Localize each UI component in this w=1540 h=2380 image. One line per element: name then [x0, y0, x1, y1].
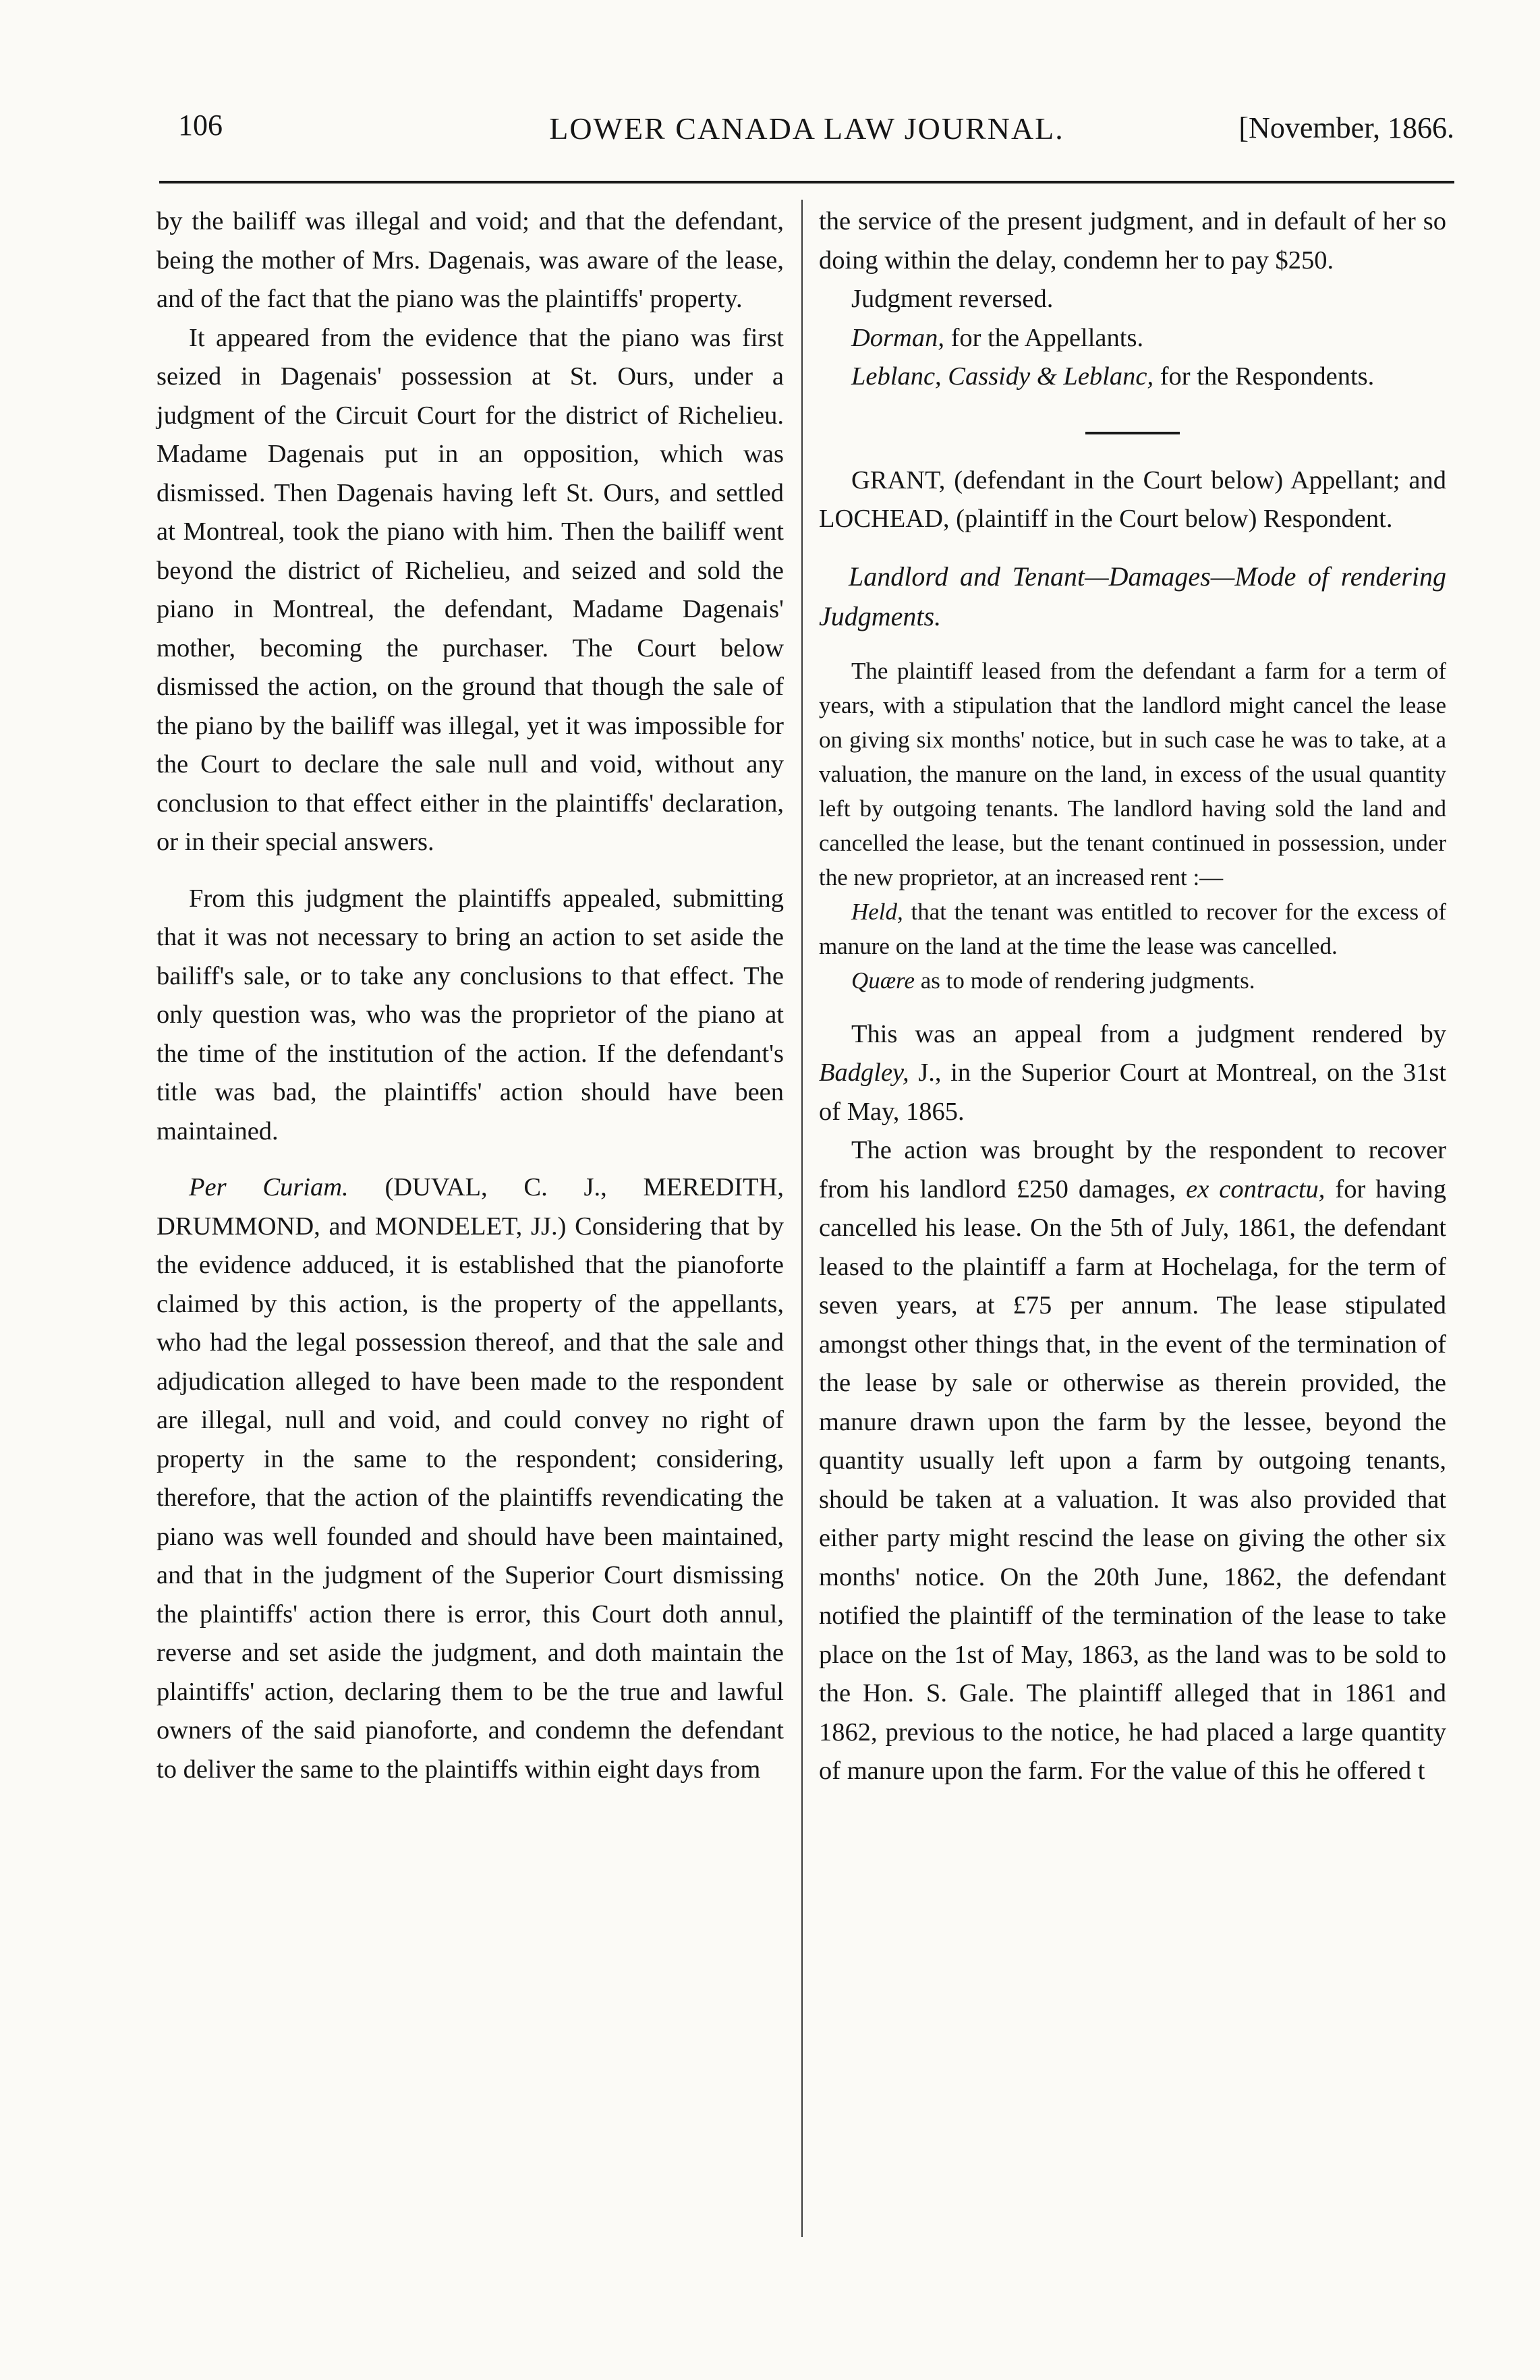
- counsel-name: Dorman,: [851, 323, 944, 352]
- page-number: 106: [178, 109, 223, 142]
- paragraph: the service of the present judgment, and in default of her so doing within the delay, condemn her to pay $250.: [819, 207, 1446, 275]
- section-separator: [1085, 432, 1180, 434]
- counsel-role: for the Appellants.: [944, 323, 1144, 352]
- paragraph: From this judgment the plaintiffs appealed, submitting that it was not necessary to bring an action to set aside the bailiff's sale, or to take any conclusions to that effect. The only question was, who was the proprietor of the piano at the time of the institution of the action. If the defendant's title was bad, the plaintiffs' action should have been maintained.: [156, 884, 784, 1145]
- paragraph: It appeared from the evidence that the piano was first seized in Dagenais' possession at St. Ours, under a judgment of the Circuit Court for the district of Richelieu. Madame Dagenais put in an opposition, which was dismissed. Then Dagenais having left St. Ours, and settled at Montreal, took the piano with him. Then the bailiff went beyond the district of Richelieu, and seized and sold the piano in Montreal, the defendant, Madame Dagenais' mother, becoming the purchaser. The Court below dismissed the action, on the ground that though the sale of the piano by the bailiff was illegal, yet it was impossible for the Court to declare the sale null and void, without any conclusion to that effect either in the plaintiffs' declaration, or in their special answers.: [156, 323, 784, 856]
- appellant-counsel: [819, 319, 1446, 358]
- judgment-result: Judgment reversed.: [851, 285, 1054, 313]
- case-title: GRANT, (defendant in the Court below) Appellant; and LOCHEAD, (plaintiff in the Court below) Respondent.: [819, 465, 1446, 533]
- headnote-title: [819, 557, 1446, 636]
- quaere-label: Quære: [851, 967, 915, 994]
- headnote-body: The plaintiff leased from the defendant a farm for a term of years, with a stipulation that the landlord might cancel the lease on giving six months' notice, but in such case he was to take, at a valuation, the manure on the land, in excess of the usual quantity left by outgoing tenants. The landlord having sold the land and cancelled the lease, but the tenant continued in possession, under the new proprietor, at an increased rent :—: [819, 657, 1446, 890]
- judgment-paragraph: [156, 1168, 784, 1789]
- appeal-paragraph: [819, 1015, 1446, 1132]
- action-paragraph: [819, 1131, 1446, 1791]
- latin-term: ex contractu,: [1186, 1174, 1325, 1203]
- held-note: [819, 895, 1446, 963]
- text-run: for having cancelled his lease. On the 5th of July, 1861, the defendant leased to the plaintiff a farm at Hochelaga, for the term of seven years, at £75 per annum. The lease stipulated amongst other things that, in the event of the termination of the lease by sale or otherwise as therein provided, the manure drawn upon the farm by the lessee, beyond the quantity usually left upon a farm by outgoing tenants, should be taken at a valuation. It was also provided that either party might rescind the lease on giving the other six months' notice. On the 20th June, 1862, the defendant notified the plaintiff of the termination of the lease to take place on the 1st of May, 1863, as the land was to be sold to the Hon. S. Gale. The plaintiff alleged that in 1861 and 1862, previous to the notice, he had placed a large quantity of manure upon the farm. For the value of this he offered t: [819, 1174, 1447, 1785]
- column-divider: [801, 200, 803, 2237]
- right-column: [819, 202, 1446, 1791]
- issue-date: [November, 1866.: [1238, 111, 1454, 144]
- text-run: The action was brought by the respondent to recover from his landlord £250 damages,: [819, 1136, 1446, 1203]
- judge-name: Badgley,: [819, 1058, 909, 1087]
- left-column: [156, 202, 784, 1789]
- quaere-note: [819, 963, 1446, 998]
- counsel-name: Leblanc, Cassidy & Leblanc,: [851, 362, 1154, 391]
- journal-title: LOWER CANADA LAW JOURNAL.: [549, 111, 1064, 146]
- text-run: J., in the Superior Court at Montreal, on the 31st of May, 1865.: [819, 1058, 1446, 1126]
- text-run: This was an appeal from a judgment rendered by: [851, 1019, 1446, 1048]
- respondent-counsel: [819, 358, 1446, 397]
- header-rule: [159, 181, 1454, 183]
- running-header: [159, 101, 1454, 155]
- held-label: Held,: [851, 898, 903, 925]
- judges-list: (DUVAL, C. J., MEREDITH, DRUMMOND, and MONDELET, JJ.): [156, 1173, 785, 1241]
- judgment-text: Considering that by the evidence adduced, it is established that the pianoforte claimed by this action, is the property of the appellants, who had the legal possession thereof, and that the sale and adjudication alleged to have been made to the respondent are illegal, null and void, and could convey no right of property in the same to the respondent; considering, therefore, that the action of the plaintiffs revendicating the piano was well founded and should have been maintained, and that in the judgment of the Superior Court dismissing the plaintiffs' action there is error, this Court doth annul, reverse and set aside the judgment, and doth maintain the plaintiffs' action, declaring them to be the true and lawful owners of the said pianoforte, and condemn the defendant to deliver the same to the plaintiffs within eight days from: [156, 1212, 784, 1784]
- per-curiam-label: Per Curiam.: [189, 1173, 349, 1201]
- paragraph: by the bailiff was illegal and void; and that the defendant, being the mother of Mrs. Dagenais, was aware of the lease, and of the fact that the piano was the plaintiffs' property.: [156, 207, 784, 313]
- held-text: that the tenant was entitled to recover for the excess of manure on the land at the time the lease was cancelled.: [819, 898, 1446, 959]
- headnote-title-text: Landlord and Tenant—Damages—Mode of rendering Judgments.: [819, 561, 1446, 631]
- quaere-text: as to mode of rendering judgments.: [914, 967, 1255, 994]
- counsel-role: for the Respondents.: [1153, 362, 1375, 391]
